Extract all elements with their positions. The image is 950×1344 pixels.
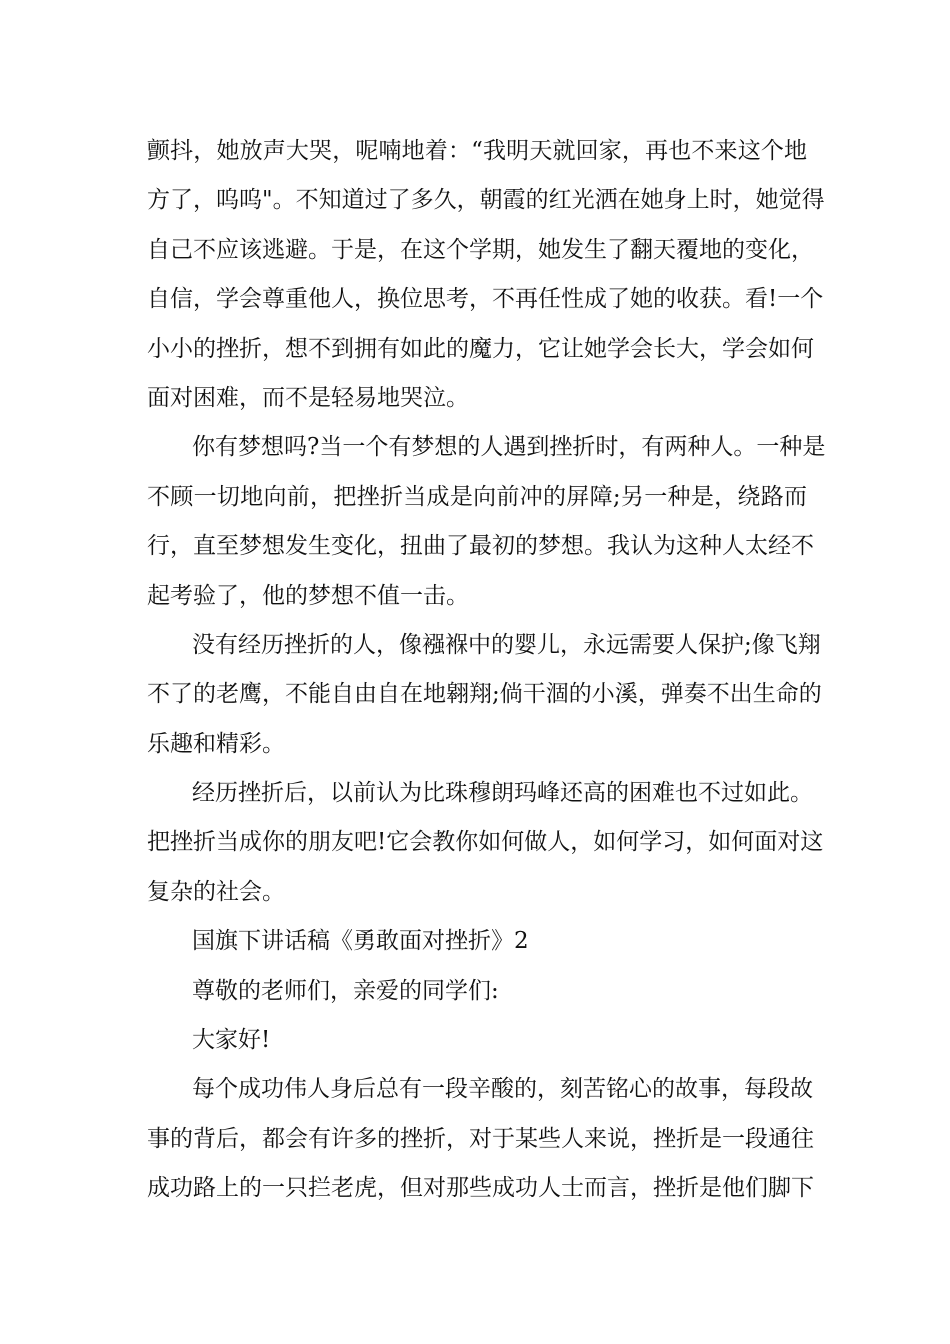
text-line: 面对困难，而不是轻易地哭泣。 (147, 384, 469, 411)
text-line: 颤抖，她放声大哭，呢喃地着：“我明天就回家，再也不来这个地 (147, 138, 807, 164)
text-line: 不顾一切地向前，把挫折当成是向前冲的屏障;另一种是，绕路而 (147, 483, 807, 510)
text-line: 复杂的社会。 (147, 878, 285, 905)
text-line: 起考验了，他的梦想不值一击。 (147, 582, 469, 609)
greeting: 大家好! (192, 1027, 271, 1054)
text-line: 把挫折当成你的朋友吧!它会教你如何做人，如何学习，如何面对这 (147, 829, 824, 856)
salutation: 尊敬的老师们，亲爱的同学们: (192, 977, 499, 1004)
paragraph-first-line: 每个成功伟人身后总有一段辛酸的，刻苦铭心的故事，每段故 (192, 1076, 813, 1103)
text-line: 自信，学会尊重他人，换位思考，不再任性成了她的收获。看!一个 (147, 286, 824, 313)
text-line: 事的背后，都会有许多的挫折，对于某些人来说，挫折是一段通往 (147, 1125, 814, 1152)
text-line: 方了，呜呜"。不知道过了多久，朝霞的红光洒在她身上时，她觉得 (147, 187, 825, 214)
text-line: 自己不应该逃避。于是，在这个学期，她发生了翻天覆地的变化， (147, 236, 814, 263)
text-line: 成功路上的一只拦老虎，但对那些成功人士而言，挫折是他们脚下 (147, 1175, 814, 1202)
text-line: 不了的老鹰，不能自由自在地翱翔;倘干涸的小溪，弹奏不出生命的 (147, 681, 822, 708)
paragraph-first-line: 你有梦想吗?当一个有梦想的人遇到挫折时，有两种人。一种是 (192, 434, 826, 461)
body-text (147, 127, 826, 1214)
paragraph-first-line: 经历挫折后，以前认为比珠穆朗玛峰还高的困难也不过如此。 (192, 780, 813, 807)
paragraph-first-line: 没有经历挫折的人，像襁褓中的婴儿，永远需要人保护;像飞翔 (192, 631, 821, 658)
section-title: 国旗下讲话稿《勇敢面对挫折》2 (192, 928, 529, 955)
text-line: 小小的挫折，想不到拥有如此的魔力，它让她学会长大，学会如何 (147, 335, 814, 362)
text-line: 乐趣和精彩。 (147, 730, 285, 757)
text-line: 行，直至梦想发生变化，扭曲了最初的梦想。我认为这种人太经不 (147, 533, 814, 560)
